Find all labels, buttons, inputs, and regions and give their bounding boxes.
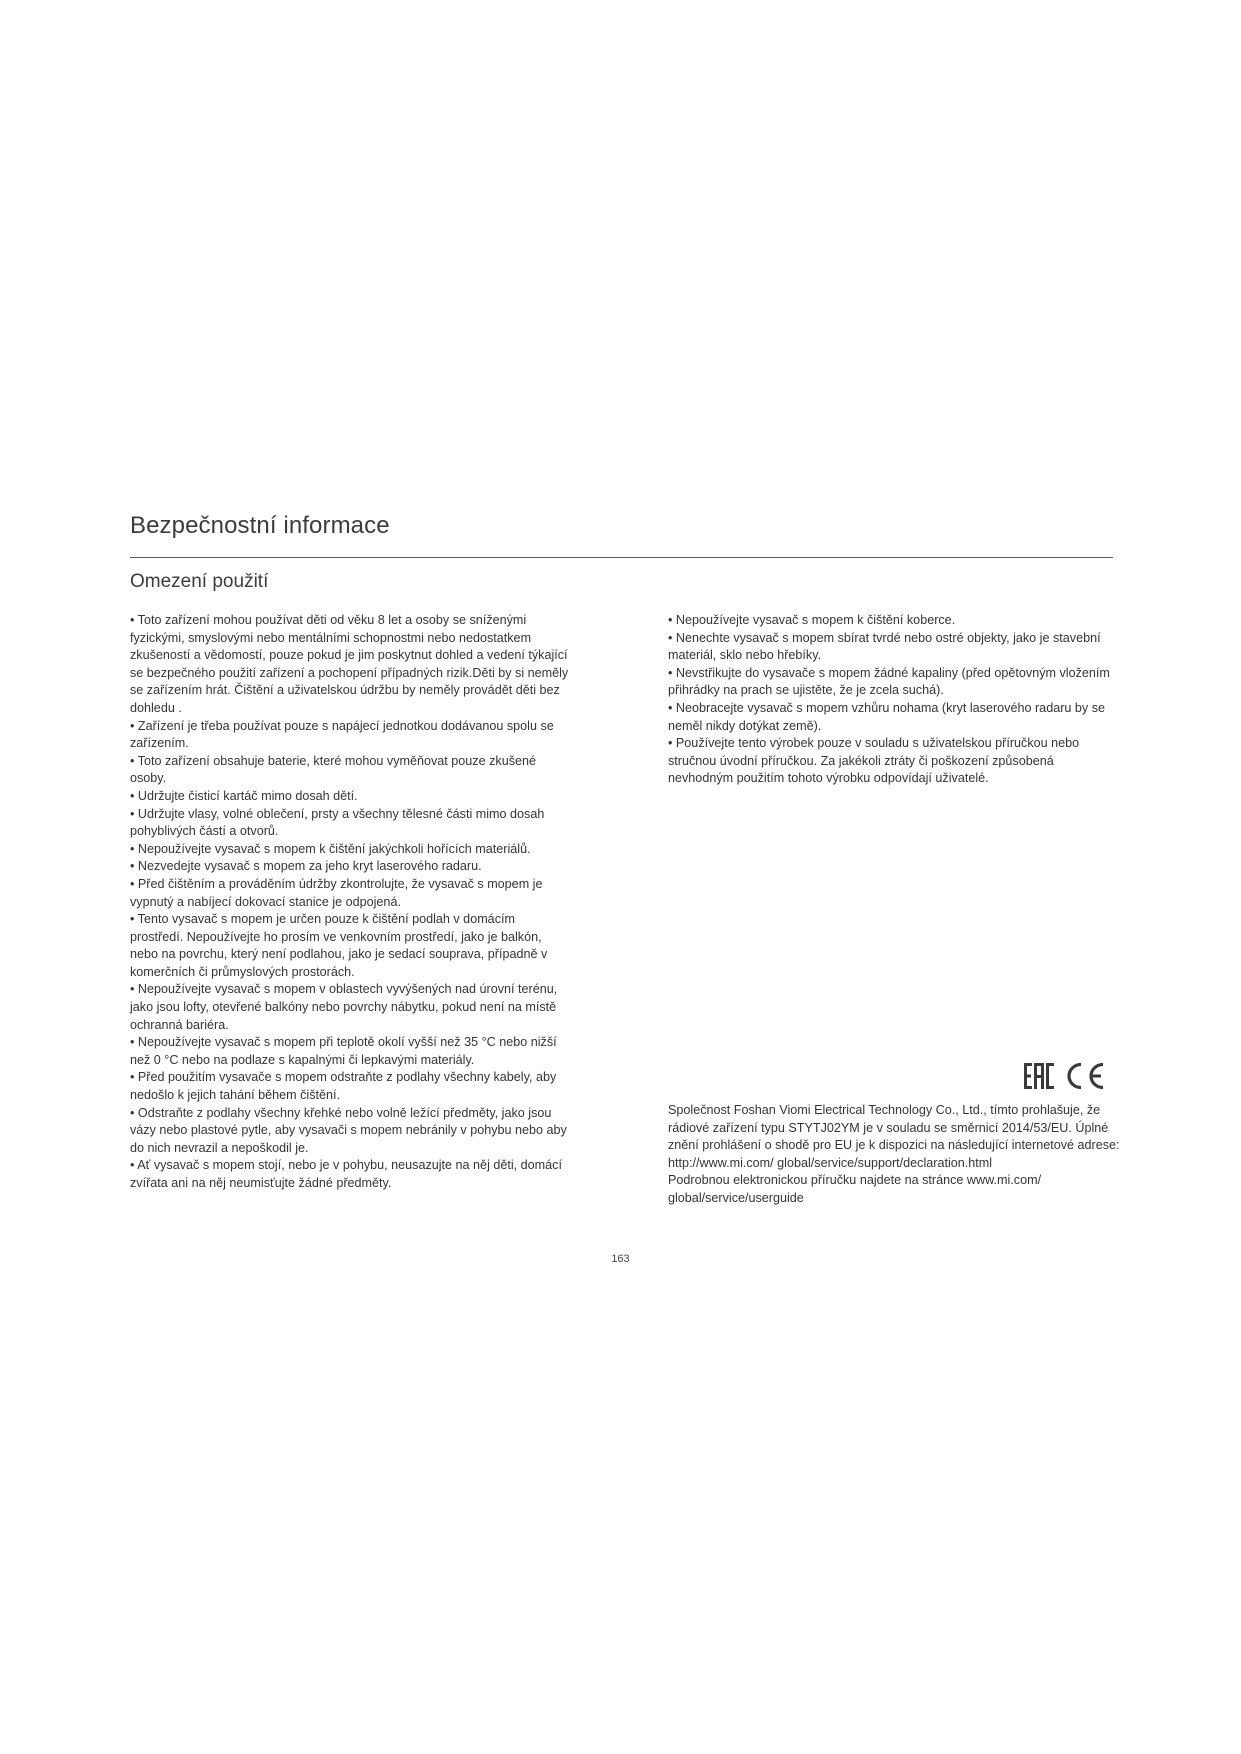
safety-item: • Udržujte čisticí kartáč mimo dosah dětí. — [130, 788, 358, 803]
page-title: Bezpečnostní informace — [130, 512, 390, 539]
declaration-text: Společnost Foshan Viomi Electrical Technology Co., Ltd., tímto prohlašuje, že rádiové zařízení typu STYTJ02YM je v souladu se směrnicí 2014/53/EU. Úplné znění prohlášení o shodě pro EU je k dispozici na následující internetové adrese: http://www.mi.com/ global/service/support/declaration.html — [668, 1103, 1120, 1170]
safety-item: • Nepoužívejte vysavač s mopem při teplotě okolí vyšší než 35 °C nebo nižší než 0 °C nebo na podlaze s kapalnými či lepkavými materiály. — [130, 1035, 557, 1067]
safety-item: • Neobracejte vysavač s mopem vzhůru nohama (kryt laserového radaru by se neměl nikdy dotýkat země). — [668, 700, 1105, 733]
safety-item: • Zařízení je třeba používat pouze s napájecí jednotkou dodávanou spolu se zařízením. — [130, 718, 554, 751]
safety-item: • Ať vysavač s mopem stojí, nebo je v pohybu, neusazujte na něj děti, domácí zvířata ani na něj neumisťujte žádné předměty. — [130, 1158, 562, 1190]
safety-item: • Nepoužívejte vysavač s mopem k čištění jakýchkoli hořících materiálů. — [130, 841, 531, 856]
safety-item: • Nevstřikujte do vysavače s mopem žádné kapaliny (před opětovným vložením přihrádky na prach se ujistěte, že je zcela suchá). — [668, 665, 1110, 698]
safety-item: • Před použitím vysavače s mopem odstraňte z podlahy všechny kabely, aby nedošlo k jejich tahání během čištění. — [130, 1070, 557, 1103]
safety-item: • Nezvedejte vysavač s mopem za jeho kryt laserového radaru. — [130, 859, 482, 874]
safety-item: • Toto zařízení mohou používat děti od věku 8 let a osoby se sníženými fyzickými, smyslovými nebo mentálními schopnostmi nebo nedostatkem zkušeností a vědomostí, pouze pokud je jim poskytnut dohled a vedení týkající se bezpečného použití zařízení a pochopení případných rizik.Děti by si neměly se zařízením hrát. Čištění a uživatelskou údržbu by neměly provádět děti bez dohledu . — [130, 613, 569, 715]
safety-item: • Nepoužívejte vysavač s mopem k čištění koberce. — [668, 613, 956, 627]
page-number: 163 — [611, 1253, 630, 1265]
certification-marks — [1024, 1058, 1106, 1094]
safety-item: • Před čištěním a prováděním údržby zkontrolujte, že vysavač s mopem je vypnutý a nabíjecí dokovací stanice je odpojená. — [130, 876, 543, 909]
title-divider — [130, 557, 1113, 558]
left-column — [130, 612, 570, 1193]
safety-item: • Tento vysavač s mopem je určen pouze k čištění podlah v domácím prostředí. Nepoužívejte ho prosím ve venkovním prostředí, jako je balkón, nebo na povrchu, který není podlahou, jako je sedací souprava, případně v komerčních či průmyslových prostorách. — [130, 912, 548, 979]
ce-mark-icon — [1064, 1061, 1106, 1091]
eac-mark-icon — [1024, 1061, 1054, 1091]
safety-item: • Používejte tento výrobek pouze v souladu s uživatelskou příručkou nebo stručnou úvodní příručkou. Za jakékoli ztráty či poškození způsobená nevhodným použitím tohoto výrobku odpovídají uživatelé. — [668, 736, 1080, 786]
eu-declaration — [668, 1102, 1120, 1208]
safety-item: • Nepoužívejte vysavač s mopem v oblastech vyvýšených nad úrovní terénu, jako jsou lofty, otevřené balkóny nebo povrchy nábytku, pokud není na místě ochranná bariéra. — [130, 982, 558, 1032]
right-column — [668, 612, 1120, 788]
safety-item: • Toto zařízení obsahuje baterie, které mohou vyměňovat pouze zkušené osoby. — [130, 753, 537, 786]
safety-item: • Odstraňte z podlahy všechny křehké nebo volně ležící předměty, jako jsou vázy nebo plastové pytle, aby vysavači s mopem nebránily v pohybu nebo aby do nich nevrazil a nepoškodil je. — [130, 1105, 567, 1155]
userguide-text: Podrobnou elektronickou příručku najdete na stránce www.mi.com/ global/service/userguide — [668, 1173, 1042, 1205]
section-title: Omezení použití — [130, 571, 269, 592]
safety-item: • Udržujte vlasy, volné oblečení, prsty a všechny tělesné části mimo dosah pohyblivých částí a otvorů. — [130, 806, 545, 839]
safety-item: • Nenechte vysavač s mopem sbírat tvrdé nebo ostré objekty, jako je stavební materiál, sklo nebo hřebíky. — [668, 630, 1101, 663]
